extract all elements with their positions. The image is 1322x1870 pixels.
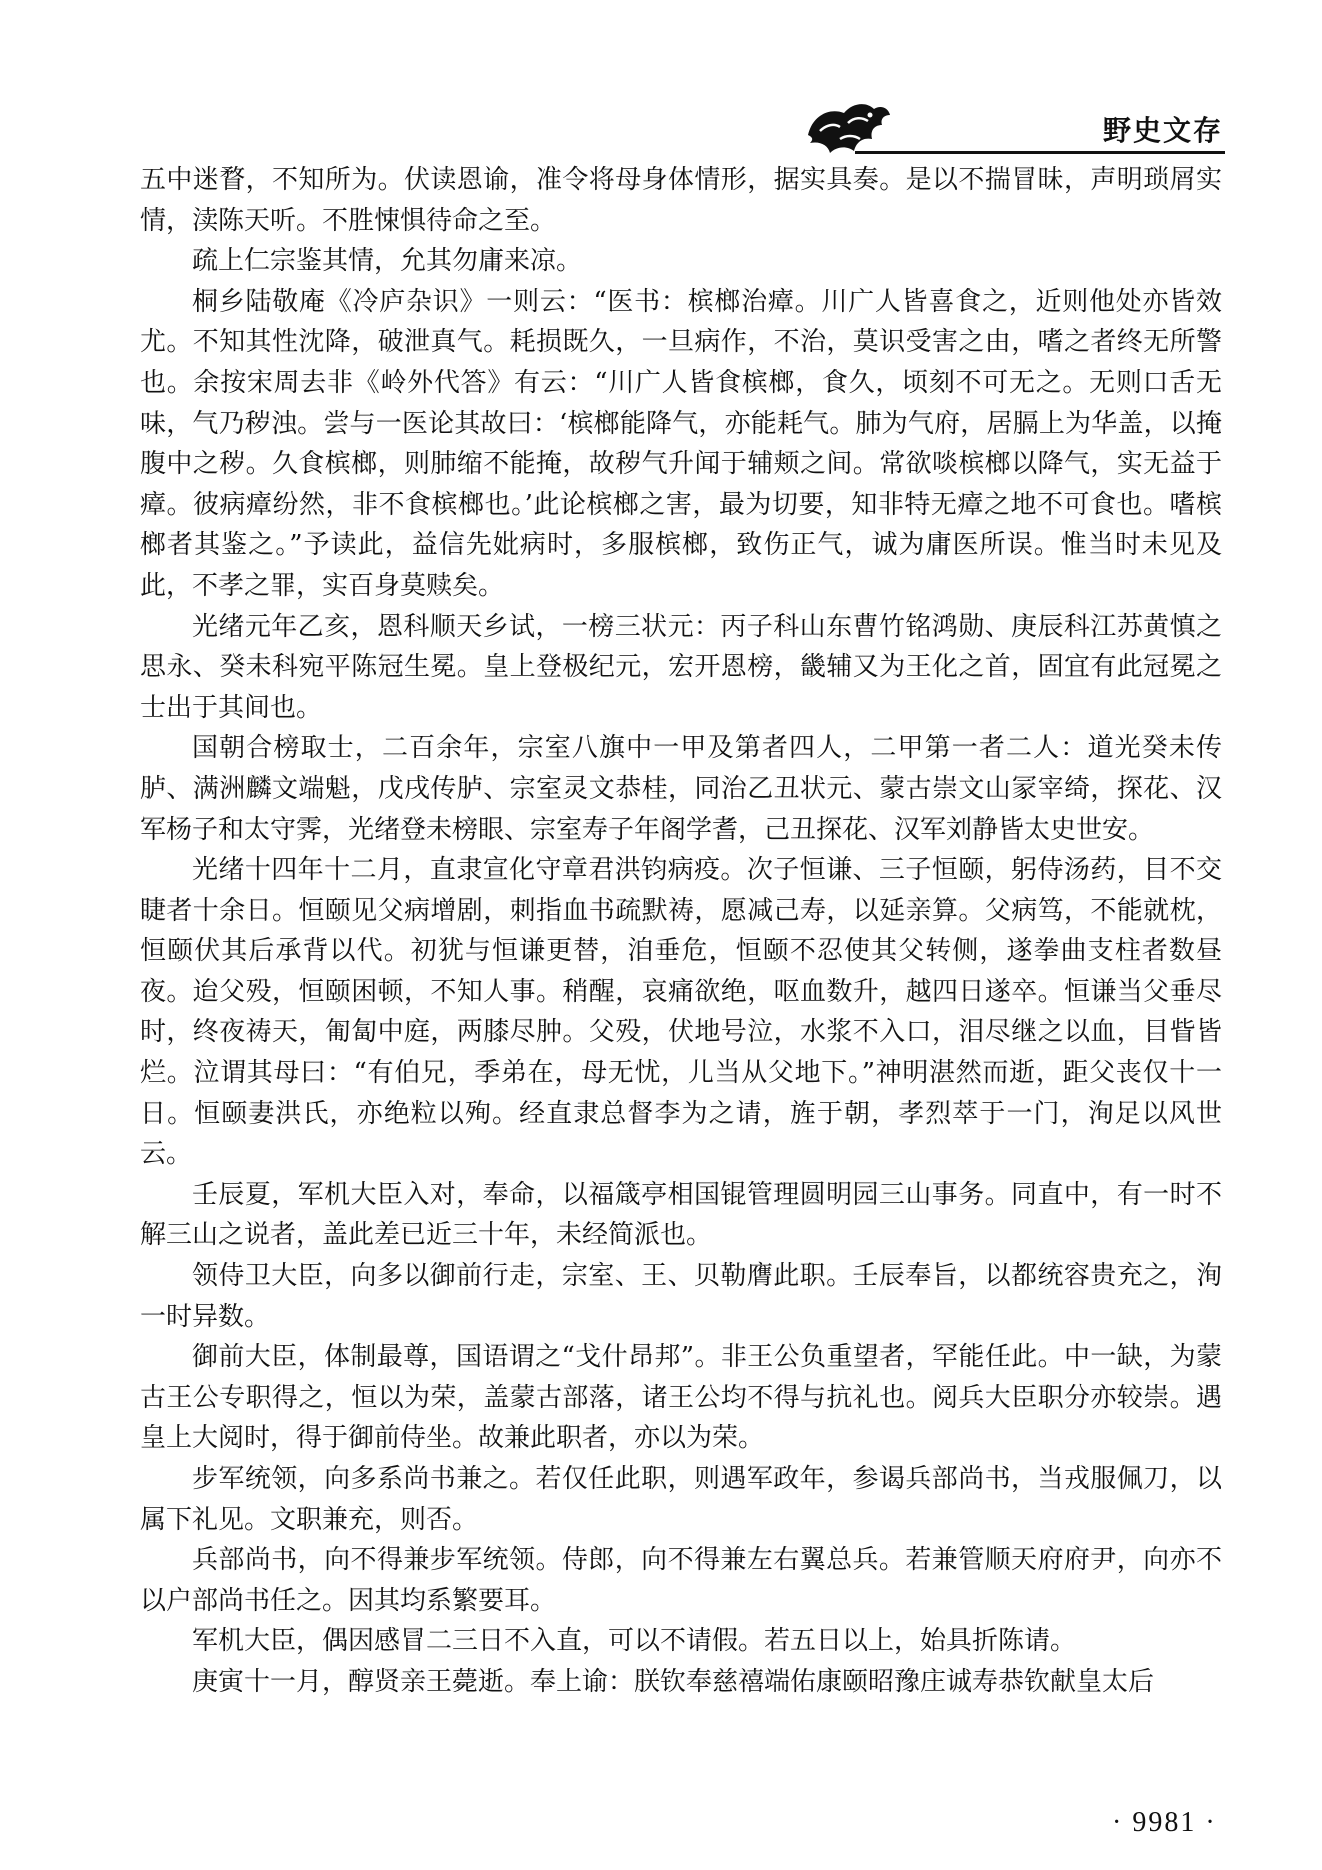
paragraph: 庚寅十一月，醇贤亲王薨逝。奉上谕：朕钦奉慈禧端佑康颐昭豫庄诚寿恭钦献皇太后	[192, 1666, 1155, 1697]
header-rule	[855, 151, 1225, 154]
series-title: 野史文存	[1102, 114, 1223, 147]
paragraph: 步军统领，向多系尚书兼之。若仅任此职，则遇军政年，参谒兵部尚书，当戎服佩刀，以属下礼见。文职兼充，则否。	[140, 1464, 1222, 1535]
paragraph: 军机大臣，偶因感冒二三日不入直，可以不请假。若五日以上，始具折陈请。	[192, 1626, 1077, 1657]
paragraph: 领侍卫大臣，向多以御前行走，宗室、王、贝勒膺此职。壬辰奉旨，以都统容贵充之，洵一时异数。	[140, 1261, 1222, 1332]
paragraph: 光绪元年乙亥，恩科顺天乡试，一榜三状元：丙子科山东曹竹铭鸿勋、庚辰科江苏黄慎之思永、癸未科宛平陈冠生冕。皇上登极纪元，宏开恩榜，畿辅又为王化之首，固宜有此冠冕之士出于其间也。	[140, 611, 1222, 723]
body-text	[140, 160, 1222, 1703]
paragraph: 壬辰夏，军机大臣入对，奉命，以福箴亭相国锟管理圆明园三山事务。同直中，有一时不解三山之说者，盖此差已近三十年，未经简派也。	[140, 1179, 1222, 1251]
paragraph: 国朝合榜取士，二百余年，宗室八旗中一甲及第者四人，二甲第一者二人：道光癸未传胪、满洲麟文端魁，戊戌传胪、宗室灵文恭桂，同治乙丑状元、蒙古崇文山冡宰绮，探花、汉军杨子和太守霁，光绪登未榜眼、宗室寿子年阁学耆，己丑探花、汉军刘静皆太史世安。	[140, 733, 1222, 845]
paragraph: 桐乡陆敬庵《冷庐杂识》一则云：“医书：槟榔治瘴。川广人皆喜食之，近则他处亦皆效尤。不知其性沈降，破泄真气。耗损既久，一旦病作，不治，莫识受害之由，嗜之者终无所警也。余按宋周去非《岭外代答》有云：“川广人皆食槟榔，食久，顷刻不可无之。无则口舌无味，气乃秽浊。尝与一医论其故曰：‘槟榔能降气，亦能耗气。肺为气府，居膈上为华盖，以掩腹中之秽。久食槟榔，则肺缩不能掩，故秽气升闻于辅颊之间。常欲啖槟榔以降气，实无益于瘴。彼病瘴纷然，非不食槟榔也。’此论槟榔之害，最为切要，知非特无瘴之地不可食也。嗜槟榔者其鉴之。”予读此，益信先妣病时，多服槟榔，致伤正气，诚为庸医所误。惟当时未见及此，不孝之罪，实百身莫赎矣。	[140, 286, 1222, 601]
paragraph: 疏上仁宗鉴其情，允其勿庸来凉。	[192, 246, 583, 277]
paragraph: 兵部尚书，向不得兼步军统领。侍郎，向不得兼左右翼总兵。若兼管顺天府府尹，向亦不以户部尚书任之。因其均系繁要耳。	[140, 1545, 1222, 1616]
dragon-emblem-icon	[800, 95, 896, 155]
paragraph: 光绪十四年十二月，直隶宣化守章君洪钧病疫。次子恒谦、三子恒颐，躬侍汤药，目不交睫者十余日。恒颐见父病增剧，刺指血书疏默祷，愿减己寿，以延亲算。父病笃，不能就枕，恒颐伏其后承背以代。初犹与恒谦更替，洎垂危，恒颐不忍使其父转侧，遂拳曲支柱者数昼夜。迨父殁，恒颐困顿，不知人事。稍醒，哀痛欲绝，呕血数升，越四日遂卒。恒谦当父垂尽时，终夜祷天，匍匐中庭，两膝尽肿。父殁，伏地号泣，水浆不入口，泪尽继之以血，目眥皆烂。泣谓其母曰：“有伯兄，季弟在，母无忧，儿当从父地下。”神明湛然而逝，距父丧仅十一日。恒颐妻洪氏，亦绝粒以殉。经直隶总督李为之请，旌于朝，孝烈萃于一门，洵足以风世云。	[140, 855, 1222, 1170]
paragraph: 御前大臣，体制最尊，国语谓之“戈什昂邦”。非王公负重望者，罕能任此。中一缺，为蒙古王公专职得之，恒以为荣，盖蒙古部落，诸王公均不得与抗礼也。阅兵大臣职分亦较崇。遇皇上大阅时，得于御前侍坐。故兼此职者，亦以为荣。	[140, 1342, 1222, 1454]
paragraph: 五中迷瞀，不知所为。伏读恩谕，准令将母身体情形，据实具奏。是以不揣冒昧，声明琐屑实情，渎陈天听。不胜悚惧待命之至。	[140, 165, 1222, 236]
page-number: · 9981 ·	[1112, 1807, 1217, 1838]
running-header	[800, 95, 1225, 155]
